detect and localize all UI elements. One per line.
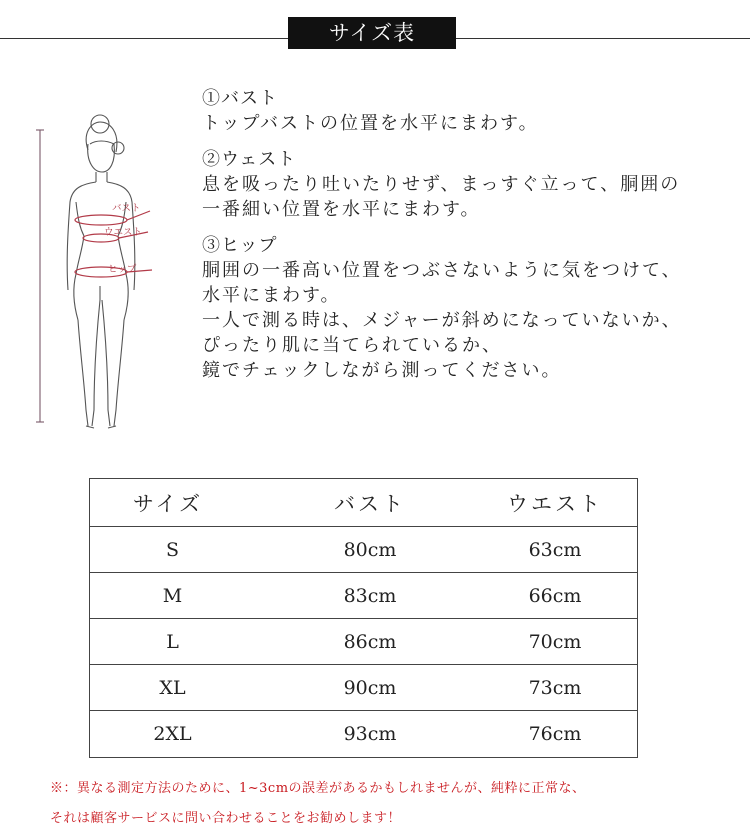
note-line: それは顧客サービスに問い合わせることをお勧めします！ [50,811,402,826]
instruction-line: 鏡でチェックしながら測ってください。 [202,360,562,381]
cell-bust: 83cm [343,584,397,607]
cell-waist: 70cm [528,630,582,653]
page-title: サイズ表 [288,17,456,49]
table-row [90,573,637,619]
cell-waist: 63cm [528,538,582,561]
table-row [90,665,637,711]
instruction-line: 一番細い位置を水平にまわす。 [202,199,481,220]
header-waist: ウエスト [507,491,603,516]
cell-waist: 73cm [528,676,582,699]
instruction-hip [202,233,742,383]
figure-label-bust: バスト [112,203,141,214]
note-line: ※：異なる測定方法のために、1~3cmの誤差があるかもしれませんが、純粋に正常な、 [50,781,586,796]
cell-size: 2XL [153,723,192,745]
cell-size: XL [159,676,186,699]
instruction-line: 息を吸ったり吐いたりせず、まっすぐ立って、胴囲の [202,174,681,195]
table-row [90,711,637,757]
header-size: サイズ [132,491,204,516]
table-header-row [90,479,637,527]
table-row [90,619,637,665]
cell-bust: 93cm [343,723,397,745]
cell-size: S [165,538,180,561]
cell-bust: 80cm [343,538,397,561]
size-table [89,478,638,758]
body-measurement-figure [30,110,170,450]
cell-size: M [162,584,183,607]
cell-bust: 90cm [343,676,397,699]
cell-waist: 66cm [528,584,582,607]
instruction-line: 胴囲の一番高い位置をつぶさないように気をつけて、 [202,260,682,281]
cell-waist: 76cm [528,723,582,745]
figure-label-waist: ウエスト [104,227,143,238]
measurement-instructions [202,86,742,394]
instruction-heading: ③ヒップ [202,235,278,256]
figure-label-hip: ヒップ [108,264,137,275]
header-bust: バスト [334,491,406,516]
cell-bust: 86cm [343,630,397,653]
instruction-waist [202,147,742,222]
cell-size: L [166,630,179,653]
instruction-heading: ②ウェスト [202,149,297,170]
instruction-line: ぴったり肌に当てられているか、 [202,335,502,356]
instruction-line: 一人で測る時は、メジャーが斜めになっていないか、 [202,310,682,331]
table-row [90,527,637,573]
instruction-line: 水平にまわす。 [202,285,341,306]
instruction-line: トップバストの位置を水平にまわす。 [202,113,539,134]
instruction-bust [202,86,742,136]
instruction-heading: ①バスト [202,88,278,109]
disclaimer-note [50,774,740,834]
